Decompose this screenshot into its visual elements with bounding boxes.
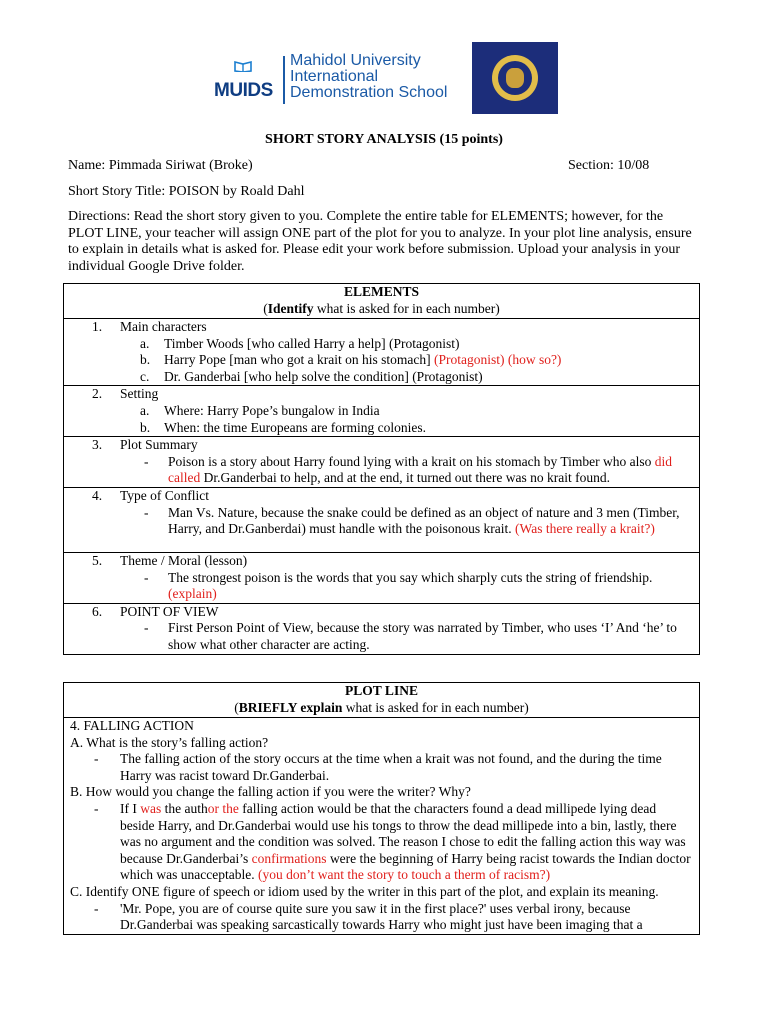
school-name-line-2: International [290,68,379,85]
main-characters-label: Main characters [120,319,207,334]
list-item: - First Person Point of View, because the story was narrated by Timber, who uses ‘I’ And ‘he’ to show what other character are acting. [144,620,677,652]
plotline-header-row [64,683,700,718]
muids-logo-mark [214,52,278,108]
university-seal-icon [472,42,558,114]
list-item: a. Timber Woods [who called Harry a help] (Protagonist) [140,335,460,351]
conflict-label: Type of Conflict [120,487,210,503]
table-row: 1. Main characters a. Timber Woods [who called Harry a help] (Protagonist) b. Harry Pope [man who got a krait on his stomach] (Protagonist) (how so?) c. Dr. Ganderbai [who help solve the condition] (Protagonist) [64,319,700,386]
question-b: B. How would you change the falling action if you were the writer? Why? [70,784,471,800]
list-item: a. Where: Harry Pope’s bungalow in India [140,402,380,418]
question-a: A. What is the story’s falling action? [70,734,269,750]
logo-letters-mu: MU [214,80,243,101]
table-row: 3. Plot Summary - Poison is a story about Harry found lying with a krait on his stomach by Timber who also did called Dr.Ganderbai to help, and at the end, it turned out there was no krait found. [64,437,700,488]
plotline-heading: PLOT LINE [345,683,418,698]
directions-text: Directions: Read the short story given to you. Complete the entire table for ELEMENTS; however, for the PLOT LINE, your teacher will assign ONE part of the plot for you to analyze. In your plot line analysis, ensure to explain in details what is asked for. Please edit your work before submission. Upload your analysis in your individual Google Drive folder. [68,209,692,274]
list-item: - Poison is a story about Harry found lying with a krait on his stomach by Timber who also did called Dr.Ganderbai to help, and at the end, it turned out there was no krait found. [144,453,672,486]
list-item: - Man Vs. Nature, because the snake could be defined as an object of nature and 3 men (Timber, Harry, and Dr.Ganberdai) must handle with the poisonous krait. (Was there really a krait?) [144,504,680,537]
plot-part-label: 4. FALLING ACTION [70,718,194,733]
setting-label: Setting [120,386,159,402]
question-c: C. Identify ONE figure of speech or idiom used by the writer in this part of the plot, and explain its meaning. [70,883,659,899]
table-row: 2. Setting a. Where: Harry Pope’s bungalow in India b. When: the time Europeans are forming colonies. [64,386,700,437]
logo-letters-ids: IDS [242,80,273,101]
school-name-line-3: Demonstration School [290,84,448,101]
school-name [290,53,447,101]
table-row: 5. Theme / Moral (lesson) - The strongest poison is the words that you say which sharply cuts the string of friendship. (explain) [64,552,700,603]
plotline-table [63,682,700,935]
list-item: b. Harry Pope [man who got a krait on his stomach] (Protagonist) (how so?) [140,352,562,368]
answer-c: - 'Mr. Pope, you are of course quite sure you saw it in the first place?' uses verbal irony, because Dr.Ganderbai was speaking sarcastically towards Harry who might just have been imaging that a [94,900,643,933]
point-of-view-label: POINT OF VIEW [120,603,219,619]
teacher-comment: (you don’t want the story to touch a therm of racism?) [257,867,551,883]
answer-b: - If I was the author the falling action would be that the characters found a dead millipede lying dead beside Harry, and Dr.Ganderbai would use his tongs to throw the dead millipede into a bin, lastly, there was no argument and the condition was solved. The reason I chose to edit the falling action this way was because Dr.Ganderbai’s confirmations were the beginning of Harry being racist towards the Indian doctor which was unacceptable. (you don’t want the story to touch a therm of racism?) [94,800,691,883]
list-item: b. When: the time Europeans are forming colonies. [140,419,427,435]
teacher-comment: (Protagonist) (how so?) [433,352,562,368]
table-row [64,718,700,935]
school-logo [214,52,464,108]
answer-a: - The falling action of the story occurs at the time when a krait was not found, and the during the time Harry was racist toward Dr.Ganderbai. [94,751,662,783]
theme-label: Theme / Moral (lesson) [120,552,248,568]
plot-summary-label: Plot Summary [120,437,198,453]
list-item: - The strongest poison is the words that you say which sharply cuts the string of friendship. (explain) [144,569,653,602]
plotline-subheading: (BRIEFLY explain what is asked for in each number) [234,699,529,715]
page-title: SHORT STORY ANALYSIS (15 points) [265,132,503,147]
elements-header-row [64,284,700,319]
list-item: c. Dr. Ganderbai [who help solve the condition] (Protagonist) [140,368,483,384]
table-row: 4. Type of Conflict - Man Vs. Nature, because the snake could be defined as an object of nature and 3 men (Timber, Harry, and Dr.Ganberdai) must handle with the poisonous krait. (Was there really a krait?) [64,487,700,552]
elements-table [63,283,700,655]
section-number: Section: 10/08 [568,158,650,173]
elements-heading: ELEMENTS [343,284,420,299]
elements-subheading: (Identify what is asked for in each number) [263,300,500,316]
logo-divider [283,56,285,104]
table-row: 6. POINT OF VIEW - First Person Point of View, because the story was narrated by Timber, who uses ‘I’ And ‘he’ to show what other character are acting. [64,603,700,654]
school-name-line-1: Mahidol University [290,52,421,69]
book-icon [234,60,252,72]
teacher-comment: did called [168,453,672,486]
teacher-comment: (explain) [168,586,217,602]
student-name: Name: Pimmada Siriwat (Broke) [68,158,253,173]
story-title: Short Story Title: POISON by Roald Dahl [68,184,305,199]
teacher-comment: (Was there really a krait?) [515,521,655,537]
